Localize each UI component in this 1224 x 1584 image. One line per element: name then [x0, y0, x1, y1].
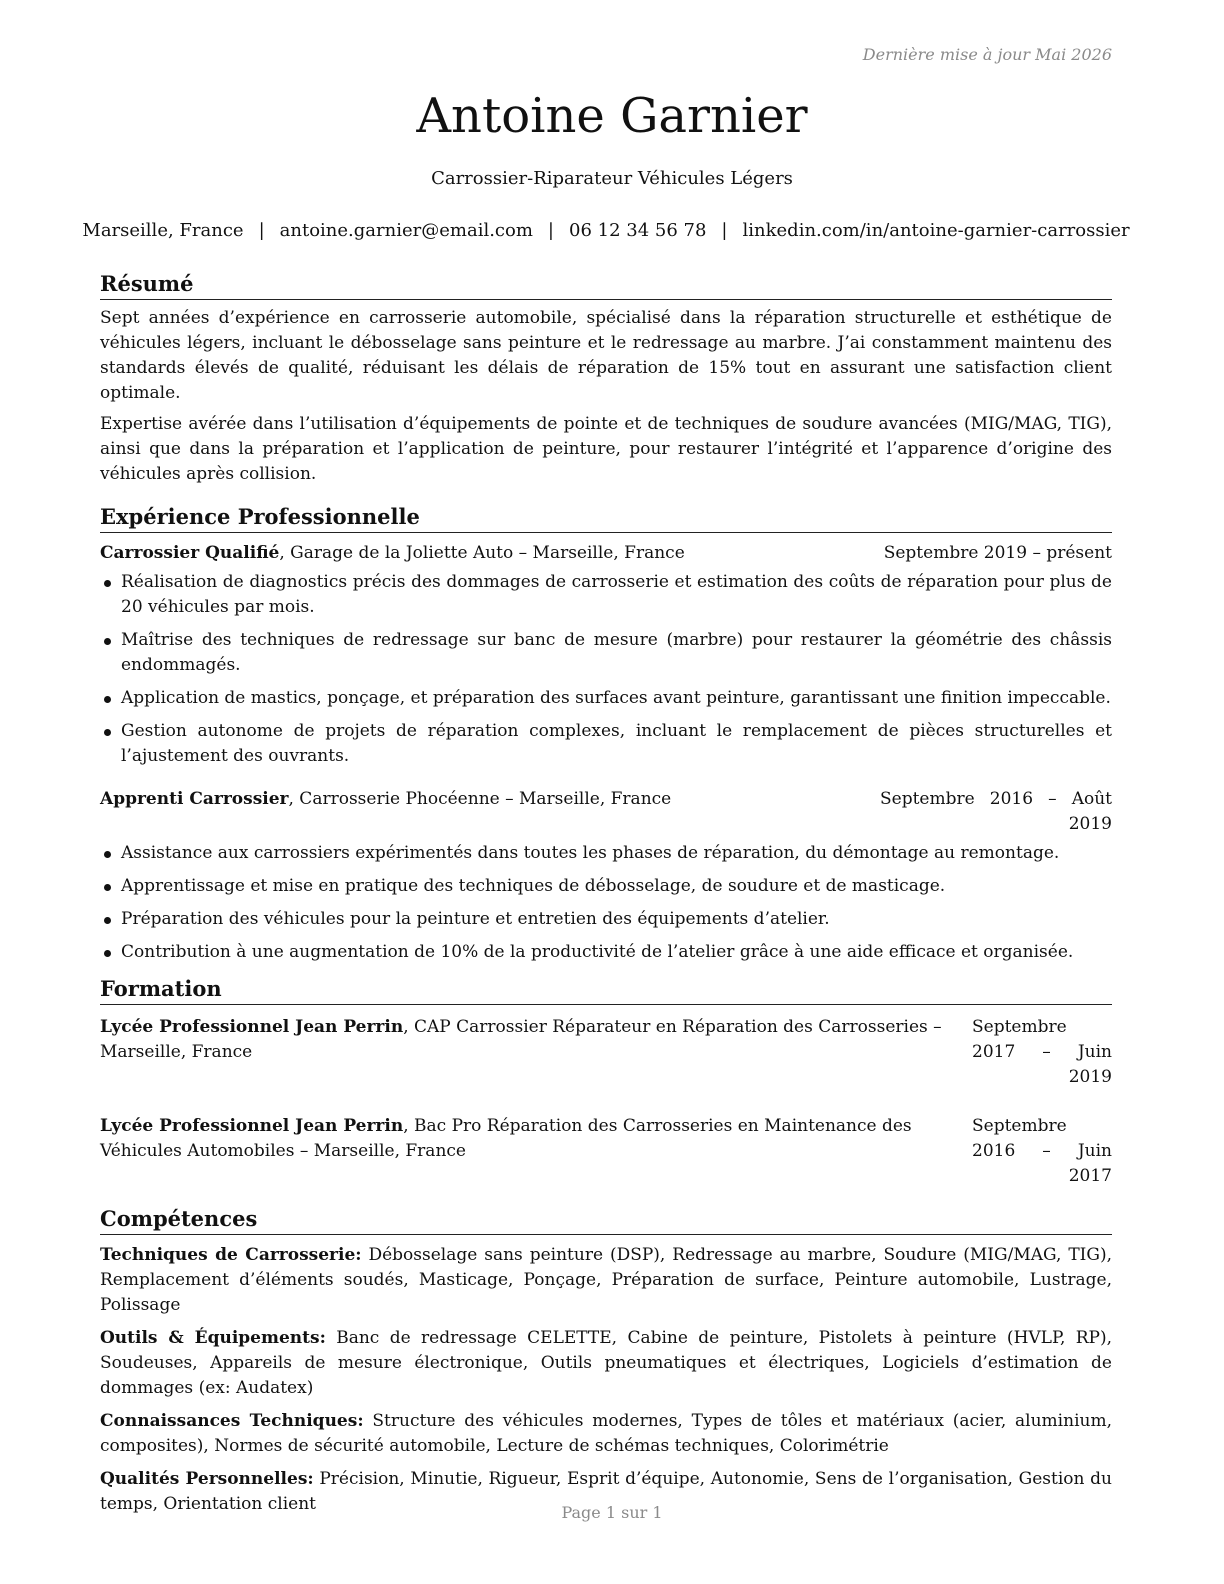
contact-location: Marseille, France	[82, 220, 244, 241]
contact-separator: |	[258, 220, 265, 241]
list-item: Contribution à une augmentation de 10% de la productivité de l’atelier grâce à une aide efficace et organisée.	[100, 940, 1112, 965]
page-number: Page 1 sur 1	[561, 1503, 663, 1522]
job-dates: Septembre 2016 – Août 2019	[880, 789, 1112, 834]
skill-text: Banc de redressage CELETTE, Cabine de peinture, Pistolets à peinture (HVLP, RP), Soudeuses, Appareils de mesure électronique, Outils pneumatiques et électriques, Logiciels d’estimation de dommages (ex: Audatex)	[100, 1328, 1112, 1398]
list-item: Assistance aux carrossiers expérimentés dans toutes les phases de réparation, du démontage au remontage.	[100, 841, 1112, 866]
education-school: Lycée Professionnel Jean Perrin	[100, 1017, 404, 1037]
skill-row	[100, 1409, 1112, 1459]
contact-email[interactable]: antoine.garnier@email.com	[279, 220, 533, 241]
section-heading: Compétences	[100, 1205, 1112, 1235]
last-updated: Dernière mise à jour Mai 2026	[862, 45, 1112, 64]
job-header	[100, 787, 1112, 837]
section-heading: Expérience Professionnelle	[100, 503, 1112, 533]
skill-label: Qualités Personnelles:	[100, 1469, 314, 1489]
contact-separator: |	[547, 220, 554, 241]
education-detail: , Bac Pro Réparation des Carrosseries en Maintenance des Véhicules Automobiles – Marseille, France	[100, 1116, 912, 1161]
list-item: Gestion autonome de projets de réparation complexes, incluant le remplacement de pièces structurelles et l’ajustement des ouvrants.	[100, 719, 1112, 769]
contact-separator: |	[721, 220, 728, 241]
education-detail: , CAP Carrossier Réparateur en Réparation des Carrosseries – Marseille, France	[100, 1017, 942, 1062]
skill-row	[100, 1243, 1112, 1318]
summary-paragraph: Expertise avérée dans l’utilisation d’équipements de pointe et de techniques de soudure avancées (MIG/MAG, TIG), ainsi que dans la préparation et l’application de peinture, pour restaurer l’intégrité et l’apparence d’origine des véhicules après collision.	[100, 414, 1112, 484]
section-experience	[100, 503, 1112, 965]
job-role: Carrossier Qualifié	[100, 543, 280, 563]
skill-text: Structure des véhicules modernes, Types de tôles et matériaux (acier, aluminium, composites), Normes de sécurité automobile, Lecture de schémas techniques, Colorimétrie	[100, 1411, 1112, 1456]
skill-text: Précision, Minutie, Rigueur, Esprit d’équipe, Autonomie, Sens de l’organisation, Gestion du temps, Orientation client	[100, 1469, 1112, 1514]
education-school: Lycée Professionnel Jean Perrin	[100, 1116, 404, 1136]
education-dates: Septembre 2017 – Juin 2019	[972, 1017, 1112, 1087]
summary-paragraph: Sept années d’expérience en carrosserie automobile, spécialisé dans la réparation structurelle et esthétique de véhicules légers, incluant le débosselage sans peinture et le redressage au marbre. J’ai constamment maintenu des standards élevés de qualité, réduisant les délais de réparation de 15% tout en assurant une satisfaction client optimale.	[100, 308, 1112, 403]
contact-phone: 06 12 34 56 78	[569, 220, 707, 241]
job-role: Apprenti Carrossier	[100, 789, 289, 809]
education-entry	[100, 1114, 1112, 1189]
education-dates: Septembre 2016 – Juin 2017	[972, 1116, 1112, 1186]
skill-label: Outils & Équipements:	[100, 1328, 326, 1348]
section-skills	[100, 1205, 1112, 1517]
skill-row	[100, 1326, 1112, 1401]
job-bullets	[100, 841, 1112, 965]
contact-line	[82, 220, 1130, 241]
candidate-name: Antoine Garnier	[416, 88, 808, 144]
job-company: , Carrosserie Phocéenne – Marseille, France	[288, 789, 672, 809]
section-resume	[100, 270, 1112, 487]
job-company: , Garage de la Joliette Auto – Marseille, France	[279, 543, 685, 563]
list-item: Apprentissage et mise en pratique des techniques de débosselage, de soudure et de masticage.	[100, 874, 1112, 899]
list-item: Application de mastics, ponçage, et préparation des surfaces avant peinture, garantissant une finition impeccable.	[100, 686, 1112, 711]
education-entry	[100, 1015, 1112, 1090]
resume-content	[100, 270, 1112, 1517]
contact-linkedin[interactable]: linkedin.com/in/antoine-garnier-carrossier	[742, 220, 1130, 241]
job-title: Carrossier-Riparateur Véhicules Légers	[431, 168, 793, 189]
job-bullets	[100, 570, 1112, 769]
section-heading: Formation	[100, 975, 1112, 1005]
job-dates: Septembre 2019 – présent	[883, 543, 1112, 563]
section-heading: Résumé	[100, 270, 1112, 300]
skill-text: Débosselage sans peinture (DSP), Redressage au marbre, Soudure (MIG/MAG, TIG), Remplacement d’éléments soudés, Masticage, Ponçage, Préparation de surface, Peinture automobile, Lustrage, Polissage	[100, 1245, 1112, 1315]
list-item: Préparation des véhicules pour la peinture et entretien des équipements d’atelier.	[100, 907, 1112, 932]
section-education	[100, 975, 1112, 1189]
skill-label: Connaissances Techniques:	[100, 1411, 364, 1431]
list-item: Réalisation de diagnostics précis des dommages de carrosserie et estimation des coûts de réparation pour plus de 20 véhicules par mois.	[100, 570, 1112, 620]
job-header	[100, 541, 1112, 566]
skill-label: Techniques de Carrosserie:	[100, 1245, 362, 1265]
list-item: Maîtrise des techniques de redressage sur banc de mesure (marbre) pour restaurer la géométrie des châssis endommagés.	[100, 628, 1112, 678]
